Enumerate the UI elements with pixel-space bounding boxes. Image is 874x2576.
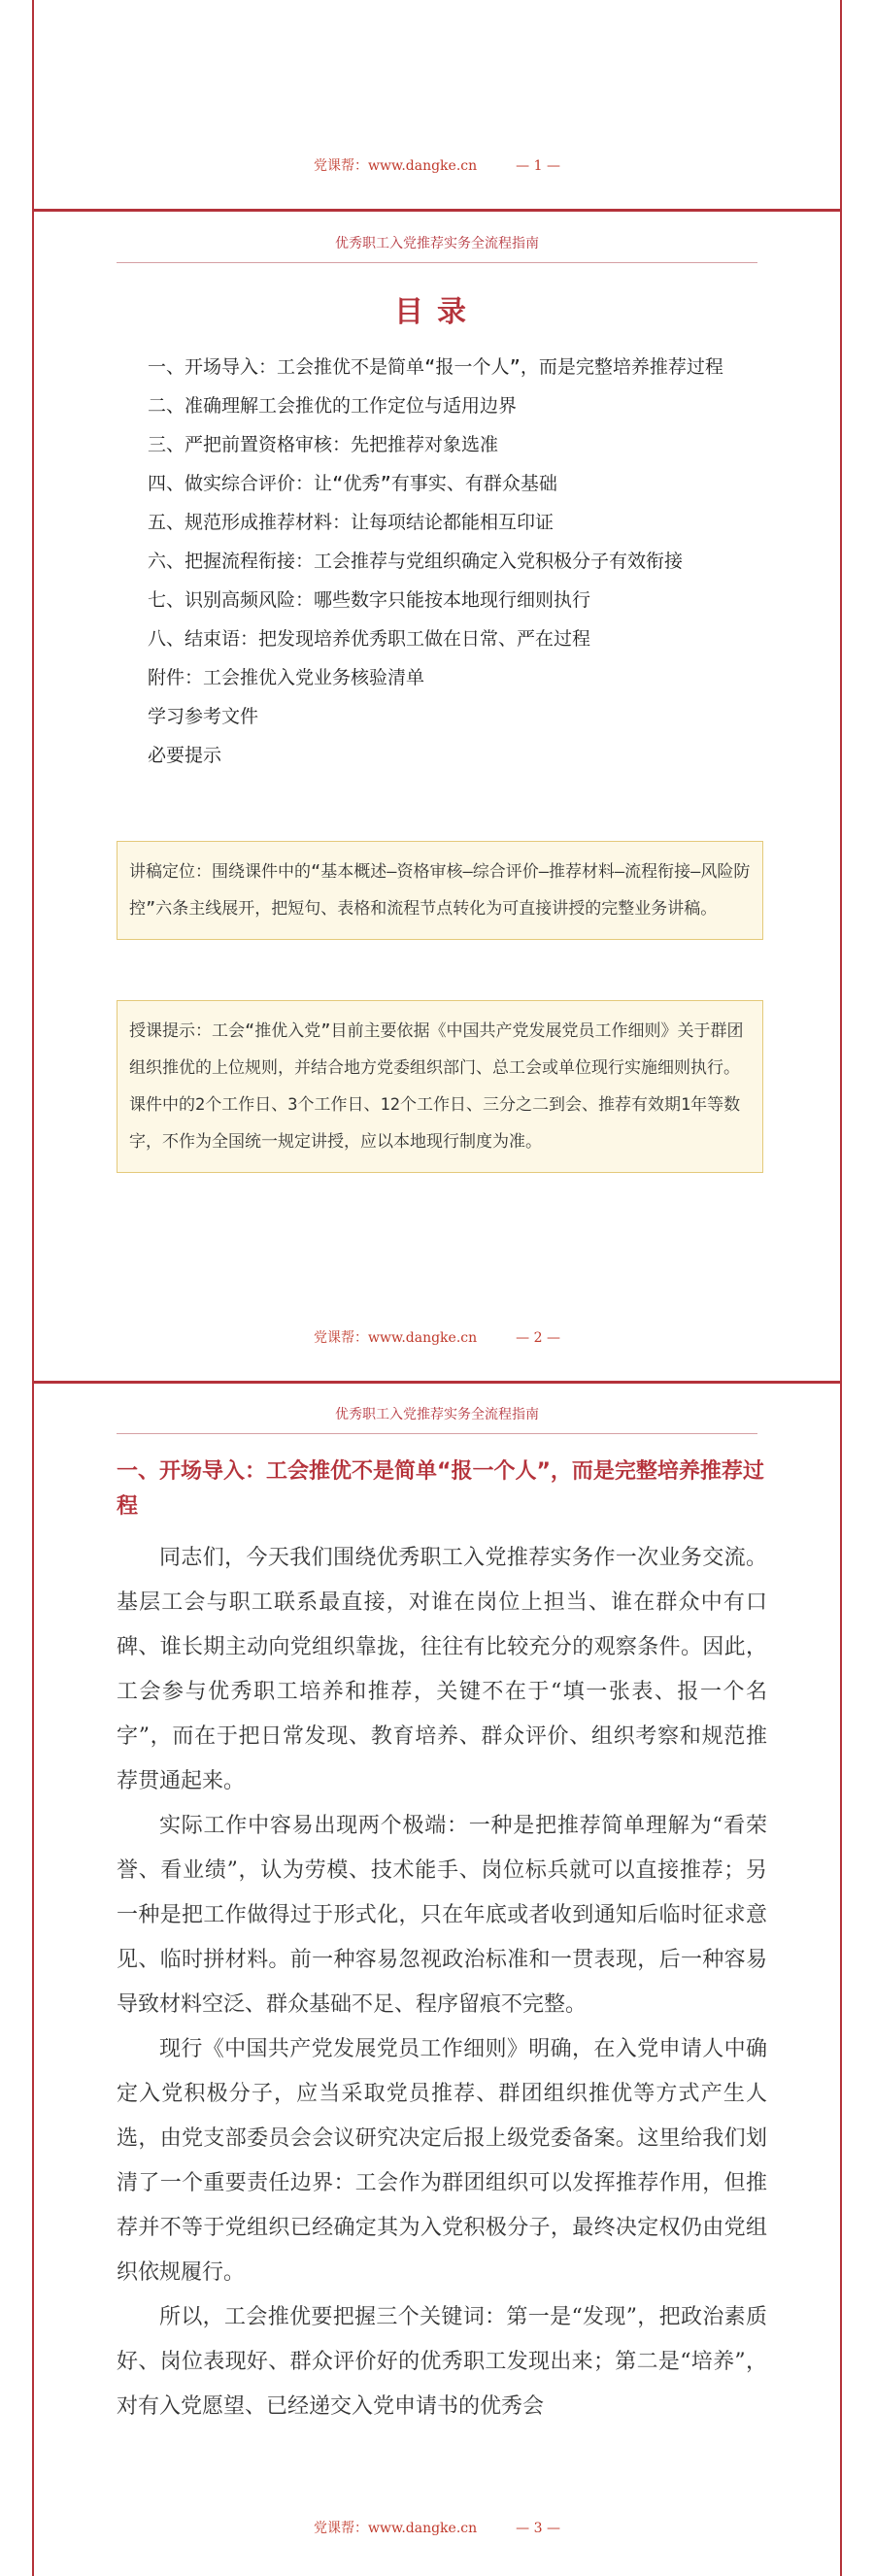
footer-site: 党课帮：www.dangke.cn	[314, 158, 478, 174]
page-1-frame	[32, 0, 842, 214]
footer-site: 党课帮：www.dangke.cn	[314, 2521, 478, 2536]
toc-item[interactable]: 五、规范形成推荐材料：让每项结论都能相互印证	[148, 512, 555, 533]
toc-item[interactable]: 七、识别高频风险：哪些数字只能按本地现行细则执行	[148, 589, 591, 611]
footer-site: 党课帮：www.dangke.cn	[314, 1330, 478, 1346]
toc-item[interactable]: 六、把握流程衔接：工会推荐与党组织确定入党积极分子有效衔接	[148, 551, 684, 572]
header-title: 优秀职工入党推荐实务全流程指南	[335, 236, 539, 251]
page-footer	[0, 155, 874, 175]
teaching-tips-note: 授课提示：工会“推优入党”目前主要依据《中国共产党发展党员工作细则》关于群团组织推优的上位规则，并结合地方党委组织部门、总工会或单位现行实施细则执行。课件中的2个工作日、3个工作日、12个工作日、三分之二到会、推荐有效期1年等数字，不作为全国统一规定讲授，应以本地现行制度为准。	[117, 1000, 763, 1173]
paragraph: 现行《中国共产党发展党员工作细则》明确，在入党申请人中确定入党积极分子，应当采取党员推荐、群团组织推优等方式产生人选，由党支部委员会会议研究决定后报上级党委备案。这里给我们划清了一个重要责任边界：工会作为群团组织可以发挥推荐作用，但推荐并不等于党组织已经确定其为入党积极分子，最终决定权仍由党组织依规履行。	[117, 2037, 767, 2285]
positioning-note: 讲稿定位：围绕课件中的“基本概述—资格审核—综合评价—推荐材料—流程衔接—风险防控”六条主线展开，把短句、表格和流程节点转化为可直接讲授的完整业务讲稿。	[117, 841, 763, 940]
table-of-contents	[148, 348, 750, 775]
header-title: 优秀职工入党推荐实务全流程指南	[335, 1407, 539, 1422]
toc-title: 目录	[394, 295, 480, 329]
paragraph: 实际工作中容易出现两个极端：一种是把推荐简单理解为“看荣誉、看业绩”，认为劳模、技术能手、岗位标兵就可以直接推荐；另一种是把工作做得过于形式化，只在年底或者收到通知后临时征求意见、临时拼材料。前一种容易忽视政治标准和一贯表现，后一种容易导致材料空泛、群众基础不足、程序留痕不完整。	[117, 1814, 767, 2017]
paragraph: 同志们，今天我们围绕优秀职工入党推荐实务作一次业务交流。基层工会与职工联系最直接，对谁在岗位上担当、谁在群众中有口碑、谁长期主动向党组织靠拢，往往有比较充分的观察条件。因此，工会参与优秀职工培养和推荐，关键不在于“填一张表、报一个名字”，而在于把日常发现、教育培养、群众评价、组织考察和规范推荐贯通起来。	[117, 1546, 767, 1793]
page-header	[117, 1404, 757, 1434]
toc-item[interactable]: 二、准确理解工会推优的工作定位与适用边界	[148, 395, 518, 417]
toc-item[interactable]: 必要提示	[148, 745, 222, 766]
footer-page-number: — 1 —	[516, 158, 560, 174]
section-1-title: 一、开场导入：工会推优不是简单“报一个人”，而是完整培养推荐过程	[117, 1459, 764, 1519]
toc-item[interactable]: 附件：工会推优入党业务核验清单	[148, 667, 425, 688]
toc-item[interactable]: 三、严把前置资格审核：先把推荐对象选准	[148, 434, 499, 455]
toc-item[interactable]: 四、做实综合评价：让“优秀”有事实、有群众基础	[148, 473, 557, 494]
page-header	[117, 233, 757, 263]
toc-item[interactable]: 学习参考文件	[148, 706, 259, 727]
footer-page-number: — 2 —	[516, 1330, 560, 1346]
toc-item[interactable]: 八、结束语：把发现培养优秀职工做在日常、严在过程	[148, 628, 591, 650]
paragraph: 所以，工会推优要把握三个关键词：第一是“发现”，把政治素质好、岗位表现好、群众评价好的优秀职工发现出来；第二是“培养”，对有入党愿望、已经递交入党申请书的优秀会	[117, 2305, 767, 2419]
page-footer	[0, 2518, 874, 2537]
toc-item[interactable]: 一、开场导入：工会推优不是简单“报一个人”，而是完整培养推荐过程	[148, 356, 723, 378]
page-footer	[0, 1327, 874, 1347]
section-1-body	[117, 1536, 767, 2429]
footer-page-number: — 3 —	[516, 2521, 560, 2536]
